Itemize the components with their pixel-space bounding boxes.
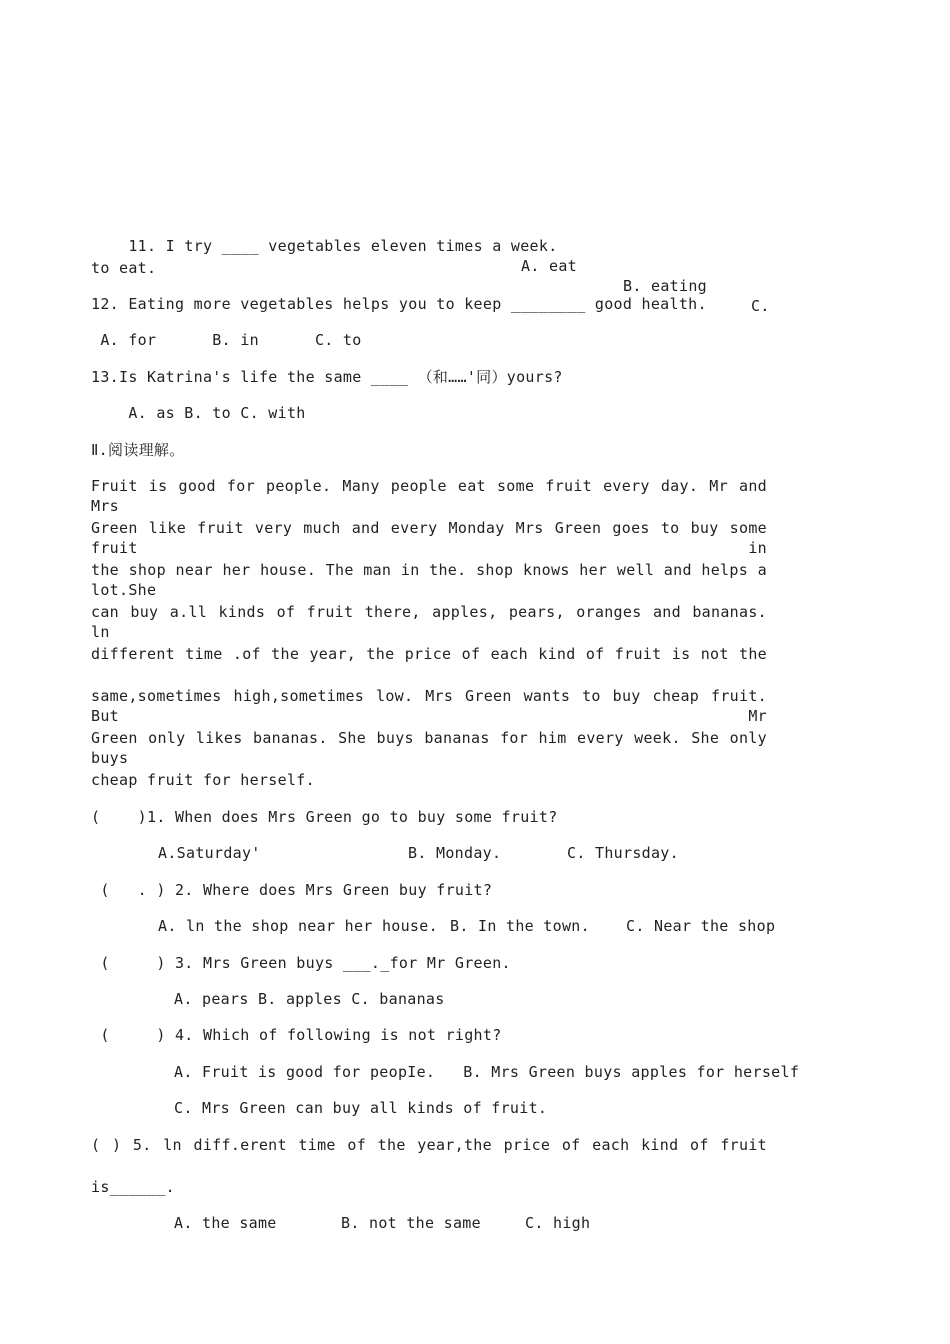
question-4-option-c: C. Mrs Green can buy all kinds of fruit.	[174, 1099, 548, 1117]
q11-stem: 11. I try ____ vegetables eleven times a week.	[128, 237, 558, 255]
q12-options: A. for B. in C. to	[91, 331, 362, 349]
question-5-stem: ( ) 5. ln diff.erent time of the year,the price of each kind of fruit	[91, 1136, 767, 1154]
passage-line: the shop near her house. The man in the. shop knows her well and helps a lot.She	[91, 561, 767, 599]
question-2-stem: ( . ) 2. Where does Mrs Green buy fruit?	[91, 881, 493, 899]
question-4-options-ab: A. Fruit is good for peopIe. B. Mrs Green buys apples for herself	[174, 1063, 800, 1081]
q11-option-c-label: C.	[751, 297, 770, 315]
question-5-option-a: A. the same	[174, 1214, 277, 1232]
question-2-option-c: C. Near the shop	[626, 917, 776, 935]
question-2-option-b: B. In the town.	[450, 917, 590, 935]
question-1-stem: ( )1. When does Mrs Green go to buy some fruit?	[91, 808, 558, 826]
question-3-stem: ( ) 3. Mrs Green buys ___._for Mr Green.	[91, 954, 511, 972]
q11-option-a: A. eat	[521, 257, 577, 275]
question-3-options: A. pears B. apples C. bananas	[174, 990, 445, 1008]
q11-continuation: to eat.	[91, 259, 157, 277]
passage-line: different time .of the year, the price of each kind of fruit is not the	[91, 645, 767, 663]
question-5-option-c: C. high	[525, 1214, 591, 1232]
q11-option-b: B. eating	[623, 277, 707, 295]
question-4-stem: ( ) 4. Which of following is not right?	[91, 1026, 502, 1044]
passage-line: Green like fruit very much and every Monday Mrs Green goes to buy some fruit in	[91, 519, 767, 557]
question-1-option-a: A.Saturday'	[158, 844, 261, 862]
section-heading-reading: Ⅱ.阅读理解。	[91, 441, 185, 459]
passage-last-line: cheap fruit for herself.	[91, 771, 315, 789]
q13-stem: 13.Is Katrina's life the same ____ （和……'同）yours?	[91, 368, 563, 386]
question-5-option-b: B. not the same	[341, 1214, 481, 1232]
question-1-option-b: B. Monday.	[408, 844, 502, 862]
passage-line: same,sometimes high,sometimes low. Mrs Green wants to buy cheap fruit. But Mr	[91, 687, 767, 725]
q11-line	[91, 216, 770, 336]
passage-line: can buy a.ll kinds of fruit there, apples, pears, oranges and bananas. ln	[91, 603, 767, 641]
question-5-stem-continued: is______.	[91, 1178, 175, 1196]
question-2-option-a: A. ln the shop near her house.	[158, 917, 438, 935]
question-1-option-c: C. Thursday.	[567, 844, 679, 862]
q13-options: A. as B. to C. with	[91, 404, 306, 422]
passage-line: Green only likes bananas. She buys bananas for him every week. She only buys	[91, 729, 767, 767]
passage-line: Fruit is good for people. Many people eat some fruit every day. Mr and Mrs	[91, 477, 767, 515]
q12-stem: 12. Eating more vegetables helps you to keep ________ good health.	[91, 295, 707, 313]
